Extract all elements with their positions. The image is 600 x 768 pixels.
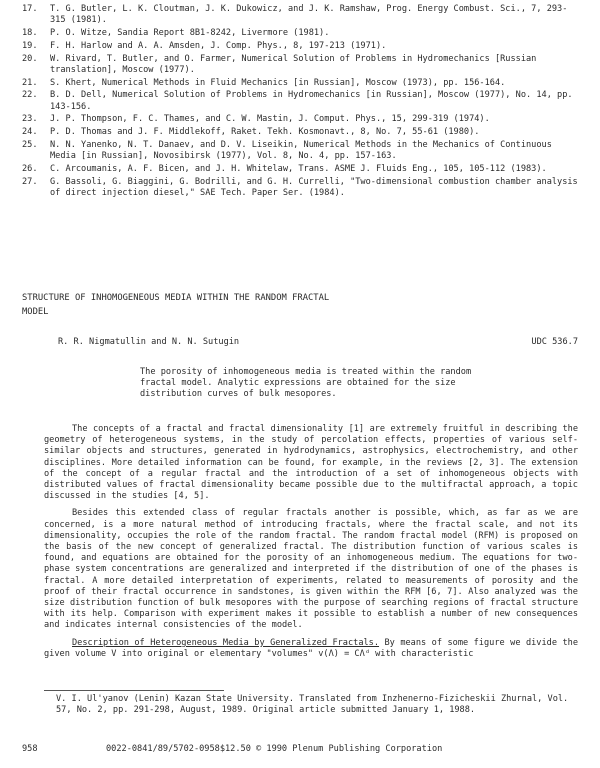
reference-item: 25. N. N. Yanenko, N. T. Danaev, and D. V. Liseikin, Numerical Methods in the Mechanics of Continuous Media [in Russian], Novosibirsk (1977), Vol. 8, No. 4, pp. 157-163.: [22, 139, 552, 162]
reference-item: 24. P. D. Thomas and J. F. Middlekoff, Raket. Tekh. Kosmonavt., 8, No. 7, 55-61 (1980).: [22, 127, 480, 138]
footnote-divider: [44, 690, 224, 691]
reference-item: 27. G. Bassoli, G. Biaggini, G. Bodrilli, and G. H. Currelli, "Two-dimensional combustion chamber analysis of direct injection diesel," SAE Tech. Paper Ser. (1984).: [22, 176, 578, 198]
paragraph: The concepts of a fractal and fractal dimensionality [1] are extremely fruitful in describing the geometry of heterogeneous systems, in the study of percolation effects, properties of various self-similar objects and structures, generated in hydrodynamics, astrophysics, electrochemistry, and other disciplines. More detailed information can be found, for example, in the reviews [2, 3]. The extension of the concept of a regular fractal and the introduction of a set of inhomogeneous objects with distributed values of fractal dimensionality became possible due to the multifractal approach, a topic discussed in the studies [4, 5].: [44, 424, 578, 502]
reference-item: 21. S. Khert, Numerical Methods in Fluid Mechanics [in Russian], Moscow (1973), pp. 156-164.: [22, 77, 506, 88]
section-heading: Description of Heterogeneous Media by Generalized Fractals.: [72, 637, 380, 648]
reference-item: 20. W. Rivard, T. Butler, and O. Farmer, Numerical Solution of Problems in Hydromechanics [Russian translation], Moscow (1977).: [22, 53, 537, 75]
page-number: 958: [22, 744, 38, 754]
udc-code: UDC 536.7: [531, 337, 578, 347]
section-text: By means of some figure we divide the given volume V into original or elementary "volumes" v(Λ) = CΛᵈ with characteristic: [44, 637, 578, 659]
article-authors: R. R. Nigmatullin and N. N. Sutugin: [58, 337, 240, 347]
reference-item: 17. T. G. Butler, L. K. Cloutman, J. K. Dukowicz, and J. K. Ramshaw, Prog. Energy Combust. Sci., 7, 293-315 (1981).: [22, 4, 568, 26]
article-body: [44, 424, 578, 660]
footnote: V. I. Ul'yanov (Lenin) Kazan State University. Translated from Inzhenerno-Fizicheskii Zhurnal, Vol. 57, No. 2, pp. 291-298, August, 1989. Original article submitted January 1, 1988.: [56, 694, 569, 716]
reference-item: 18. P. O. Witze, Sandia Report 8B1-8242, Livermore (1981).: [22, 28, 330, 38]
article-title-line: STRUCTURE OF INHOMOGENEOUS MEDIA WITHIN THE RANDOM FRACTAL: [22, 293, 330, 303]
article-title-line: MODEL: [22, 307, 49, 317]
reference-item: 22. B. D. Dell, Numerical Solution of Problems in Hydromechanics [in Russian], Moscow (1977), No. 14, pp. 143-156.: [22, 90, 573, 112]
reference-list: [22, 4, 578, 201]
copyright-line: 0022-0841/89/5702-0958$12.50 © 1990 Plenum Publishing Corporation: [106, 744, 443, 754]
reference-item: 19. F. H. Harlow and A. A. Amsden, J. Comp. Phys., 8, 197-213 (1971).: [22, 40, 387, 51]
article-title: [22, 293, 578, 321]
section-paragraph: [44, 638, 578, 660]
reference-item: 26. C. Arcoumanis, A. F. Bicen, and J. H. Whitelaw, Trans. ASME J. Fluids Eng., 105, 105-112 (1983).: [22, 163, 547, 174]
article-authors-row: [58, 337, 578, 348]
abstract: The porosity of inhomogeneous media is treated within the random fractal model. Analytic expressions are obtained for the size distribution curves of bulk mesopores.: [140, 367, 472, 400]
reference-item: 23. J. P. Thompson, F. C. Thames, and C. W. Mastin, J. Comput. Phys., 15, 299-319 (1974).: [22, 114, 490, 125]
paragraph: Besides this extended class of regular fractals another is possible, which, as far as we are concerned, is a more natural method of introducing fractals, where the fractal scale, and not its dimensionality, occupies the role of the random fractal. The random fractal model (RFM) is proposed on the basis of the new concept of generalized fractal. The distribution function of various scales is found, and equations are obtained for the porosity of an inhomogeneous medium. The equations for two-phase system concentrations are generalized and interpreted if the distribution of one of the phases is fractal. A more detailed interpretation of experiments, related to measurements of porosity and the proof of their fractal occurrence in sandstones, is given within the RFM [6, 7]. Also analyzed was the size distribution function of bulk mesopores with the purpose of searching regions of fractal structure with its help. Comparison with experiment makes it possible to establish a number of new consequences and indicates internal consistencies of the model.: [44, 508, 578, 631]
